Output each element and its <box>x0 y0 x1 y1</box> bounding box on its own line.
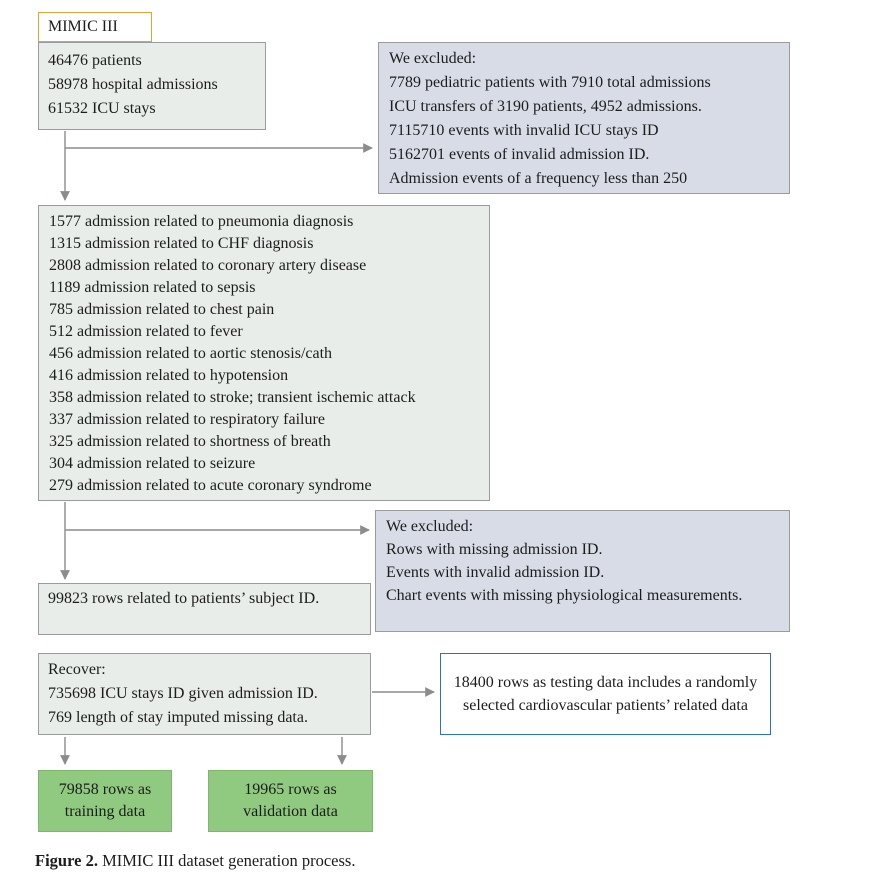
text-line: 279 admission related to acute coronary syndrome <box>49 477 372 494</box>
text-line: 1577 admission related to pneumonia diagnosis <box>49 213 354 230</box>
testing-data-text: 18400 rows as testing data includes a randomly selected cardiovascular patients’ related data <box>453 674 758 714</box>
validation-data-box <box>208 770 373 832</box>
dataset-stats-box <box>38 42 266 130</box>
text-line: 1315 admission related to CHF diagnosis <box>49 235 314 252</box>
excluded-box-1 <box>378 42 790 194</box>
testing-data-box <box>440 653 771 735</box>
text-line: Admission events of a frequency less than 250 <box>389 170 688 187</box>
text-line: 358 admission related to stroke; transient ischemic attack <box>49 389 416 406</box>
text-line: 456 admission related to aortic stenosis/cath <box>49 345 333 362</box>
text-line: 5162701 events of invalid admission ID. <box>389 146 650 163</box>
text-line: 2808 admission related to coronary artery disease <box>49 257 367 274</box>
excluded-1-title: We excluded: <box>389 50 477 67</box>
text-line: 512 admission related to fever <box>49 323 243 340</box>
text-line: 46476 patients <box>48 52 142 69</box>
text-line: 785 admission related to chest pain <box>49 301 275 318</box>
text-line: training data <box>64 803 146 820</box>
figure-caption-text: MIMIC III dataset generation process. <box>97 851 356 870</box>
excluded-1-lines <box>389 71 779 191</box>
text-line: 58978 hospital admissions <box>48 76 218 93</box>
recover-box <box>38 653 371 735</box>
text-line: 7789 pediatric patients with 7910 total admissions <box>389 74 711 91</box>
mimic-title-box <box>38 12 152 42</box>
text-line: 304 admission related to seizure <box>49 455 256 472</box>
subject-rows-text: 99823 rows related to patients’ subject ID. <box>48 590 320 607</box>
admission-diagnoses-box <box>38 205 490 501</box>
mimic-title-label: MIMIC III <box>48 18 118 35</box>
text-line: 769 length of stay imputed missing data. <box>48 709 308 726</box>
text-line: 1189 admission related to sepsis <box>49 279 256 296</box>
text-line: 19965 rows as <box>244 781 337 798</box>
figure-caption <box>35 850 355 872</box>
text-line: 325 admission related to shortness of breath <box>49 433 331 450</box>
text-line: 735698 ICU stays ID given admission ID. <box>48 685 318 702</box>
excluded-box-2 <box>375 510 790 632</box>
excluded-2-title: We excluded: <box>386 518 474 535</box>
text-line: Rows with missing admission ID. <box>386 541 603 558</box>
text-line: 416 admission related to hypotension <box>49 367 289 384</box>
text-line: Chart events with missing physiological measurements. <box>386 587 743 604</box>
text-line: 337 admission related to respiratory failure <box>49 411 325 428</box>
excluded-2-lines <box>386 538 779 607</box>
text-line: 79858 rows as <box>58 781 152 798</box>
text-line: 7115710 events with invalid ICU stays ID <box>389 122 659 139</box>
recover-title: Recover: <box>48 661 106 678</box>
text-line: validation data <box>243 803 338 820</box>
text-line: ICU transfers of 3190 patients, 4952 admissions. <box>389 98 702 115</box>
subject-rows-box <box>38 583 371 635</box>
text-line: Events with invalid admission ID. <box>386 564 605 581</box>
training-data-box <box>38 770 172 832</box>
recover-lines <box>48 682 361 730</box>
text-line: 61532 ICU stays <box>48 100 156 117</box>
figure-caption-label: Figure 2. <box>35 851 98 870</box>
